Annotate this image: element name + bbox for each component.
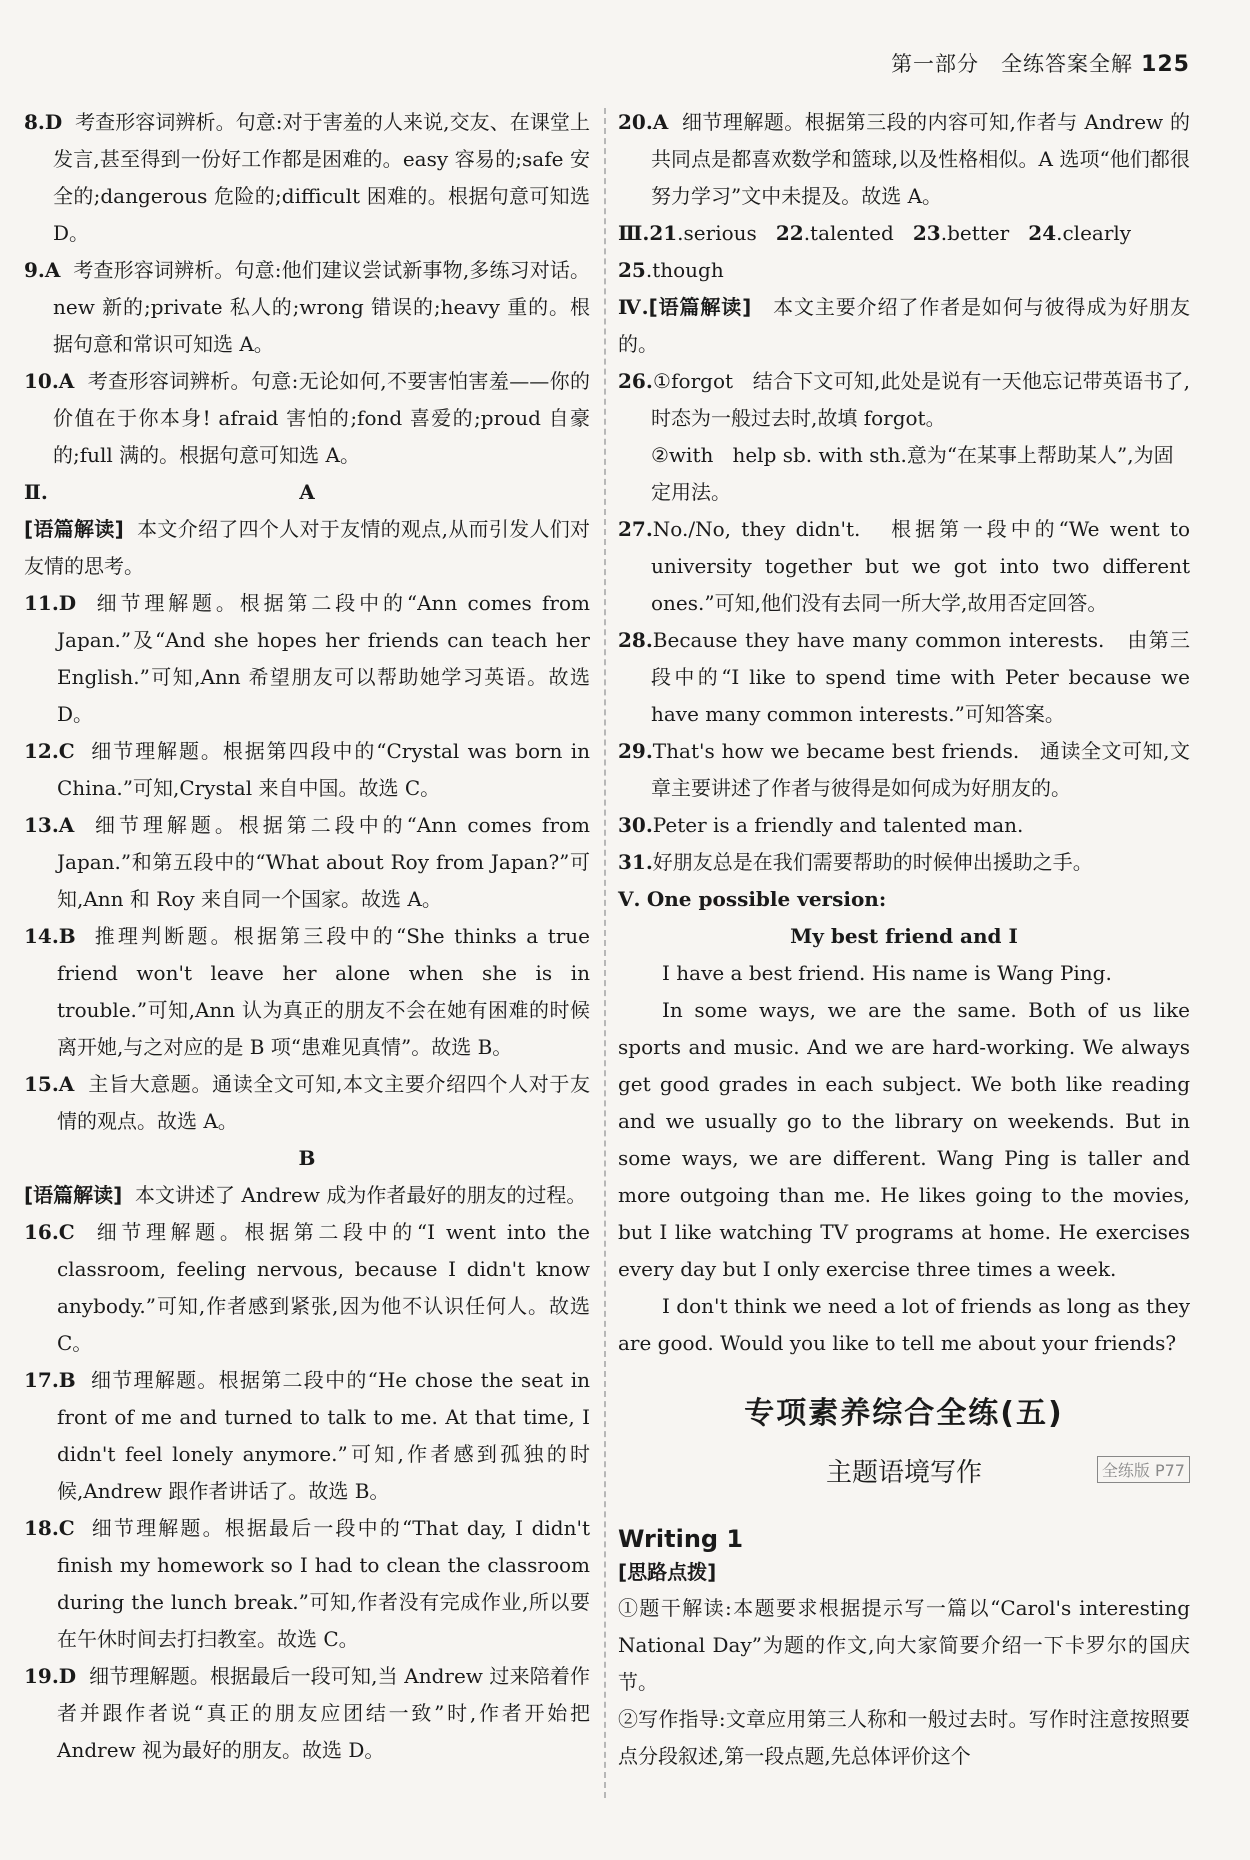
answer-9: 9.A 考查形容词辨析。句意:他们建议尝试新事物,多练习对话。new 新的;private 私人的;wrong 错误的;heavy 重的。根据句意和常识可知选 A。	[24, 258, 590, 356]
answer-27: 27.No./No, they didn't. 根据第一段中的“We went to university together but we got into two different ones.”可知,他们没有去同一所大学,故用否定回答。	[618, 517, 1190, 615]
thinking-tag: [思路点拨]	[618, 1560, 717, 1584]
reading-summary-a: [语篇解读] 本文介绍了四个人对于友情的观点,从而引发人们对友情的思考。	[24, 517, 591, 578]
page-header	[891, 48, 1190, 78]
section-3-answers: Ⅲ.21.serious 22.talented 23.better 24.clearly	[618, 221, 1132, 245]
subsection-title: 主题语境写作	[825, 1458, 982, 1488]
answer-19: 19.D 细节理解题。根据最后一段可知,当 Andrew 过来陪着作者并跟作者说“真正的朋友应团结一致”时,作者开始把 Andrew 视为最好的朋友。故选 D。	[24, 1664, 590, 1762]
essay-paragraph-2: In some ways, we are the same. Both of us like sports and music. And we are hard-working. We always get good grades in each subject. We both like reading and we usually go to the library on weekends. But in some ways, we are different. Wang Ping is taller and more outgoing than me. He likes going to the movies, but I like watching TV programs at home. He exercises every day but I only exercise three times a week.	[618, 998, 1190, 1281]
section-4-summary: Ⅳ.[语篇解读] 本文主要介绍了作者是如何与彼得成为好朋友的。	[618, 295, 1191, 356]
answer-10: 10.A 考查形容词辨析。句意:无论如何,不要害怕害羞——你的价值在于你本身! afraid 害怕的;fond 喜爱的;proud 自豪的;full 满的。根据句意可知选 A。	[24, 369, 590, 467]
answer-29: 29.That's how we became best friends. 通读全文可知,文章主要讲述了作者与彼得是如何成为好朋友的。	[618, 739, 1191, 800]
answer-30: 30.Peter is a friendly and talented man.	[618, 813, 1024, 837]
subsection-row	[618, 1446, 1190, 1498]
answer-8: 8.D 考查形容词辨析。句意:对于害羞的人来说,交友、在课堂上发言,甚至得到一份好工作都是困难的。easy 容易的;safe 安全的;dangerous 危险的;difficult 困难的。根据句意可知选 D。	[24, 110, 590, 245]
tip-2: ②写作指导:文章应用第三人称和一般过去时。写作时注意按照要点分段叙述,第一段点题,先总体评价这个	[618, 1707, 1190, 1768]
essay-paragraph-1: I have a best friend. His name is Wang Ping.	[662, 961, 1112, 985]
answer-26: 26.①forgot 结合下文可知,此处是说有一天他忘记带英语书了,时态为一般过去时,故填 forgot。	[618, 369, 1190, 430]
section-title: 专项素养综合全练(五)	[744, 1396, 1064, 1431]
answer-25: 25.though	[618, 258, 724, 282]
right-column	[618, 104, 1190, 1775]
answer-28: 28.Because they have many common interests. 由第三段中的“I like to spend time with Peter because we have many common interests.”可知答案。	[618, 628, 1191, 726]
section-2-heading: Ⅱ. A	[24, 480, 315, 504]
answer-18: 18.C 细节理解题。根据最后一段中的“That day, I didn't finish my homework so I had to clean the classroom during the lunch break.”可知,作者没有完成作业,所以要在午休时间去打扫教室。故选 C。	[24, 1516, 591, 1651]
column-divider	[604, 108, 606, 1798]
answer-13: 13.A 细节理解题。根据第二段中的“Ann comes from Japan.”和第五段中的“What about Roy from Japan?”可知,Ann 和 Roy 来自同一个国家。故选 A。	[24, 813, 591, 911]
section-5-heading: Ⅴ. One possible version:	[618, 887, 887, 911]
writing-label: Writing 1	[618, 1525, 744, 1553]
answer-11: 11.D 细节理解题。根据第二段中的“Ann comes from Japan.”及“And she hopes her friends can teach her English.”可知,Ann 希望朋友可以帮助她学习英语。故选 D。	[24, 591, 591, 726]
essay-paragraph-3: I don't think we need a lot of friends as long as they are good. Would you like to tell me about your friends?	[618, 1294, 1190, 1355]
page-ref-badge: 全练版 P77	[1097, 1456, 1190, 1483]
answer-20: 20.A 细节理解题。根据第三段的内容可知,作者与 Andrew 的共同点是都喜欢数学和篮球,以及性格相似。A 选项“他们都很努力学习”文中未提及。故选 A。	[618, 110, 1190, 208]
header-title: 第一部分 全练答案全解	[891, 52, 1134, 76]
tip-1: ①题干解读:本题要求根据提示写一篇以“Carol's interesting National Day”为题的作文,向大家简要介绍一下卡罗尔的国庆节。	[618, 1596, 1190, 1694]
answer-15: 15.A 主旨大意题。通读全文可知,本文主要介绍四个人对于友情的观点。故选 A。	[24, 1072, 591, 1133]
answer-16: 16.C 细节理解题。根据第二段中的“I went into the classroom, feeling nervous, because I didn't know anybody.”可知,作者感到紧张,因为他不认识任何人。故选 C。	[24, 1220, 590, 1355]
essay-title: My best friend and I	[790, 924, 1018, 948]
answer-26-part-2: ②with help sb. with sth.意为“在某事上帮助某人”,为固定用法。	[651, 443, 1174, 504]
part-b-heading: B	[298, 1146, 316, 1170]
answer-17: 17.B 细节理解题。根据第二段中的“He chose the seat in front of me and turned to talk to me. At that time, I didn't feel lonely anymore.”可知,作者感到孤独的时候,Andrew 跟作者讲话了。故选 B。	[24, 1368, 590, 1503]
page-number: 125	[1141, 52, 1190, 77]
answer-31: 31.好朋友总是在我们需要帮助的时候伸出援助之手。	[618, 850, 1093, 874]
answer-14: 14.B 推理判断题。根据第三段中的“She thinks a true friend won't leave her alone when she is in trouble.”可知,Ann 认为真正的朋友不会在她有困难的时候离开她,与之对应的是 B 项“患难见真情”。故选 B。	[24, 924, 591, 1059]
reading-summary-b: [语篇解读] 本文讲述了 Andrew 成为作者最好的朋友的过程。	[24, 1183, 587, 1207]
answer-12: 12.C 细节理解题。根据第四段中的“Crystal was born in China.”可知,Crystal 来自中国。故选 C。	[24, 739, 590, 800]
left-column	[24, 104, 590, 1769]
